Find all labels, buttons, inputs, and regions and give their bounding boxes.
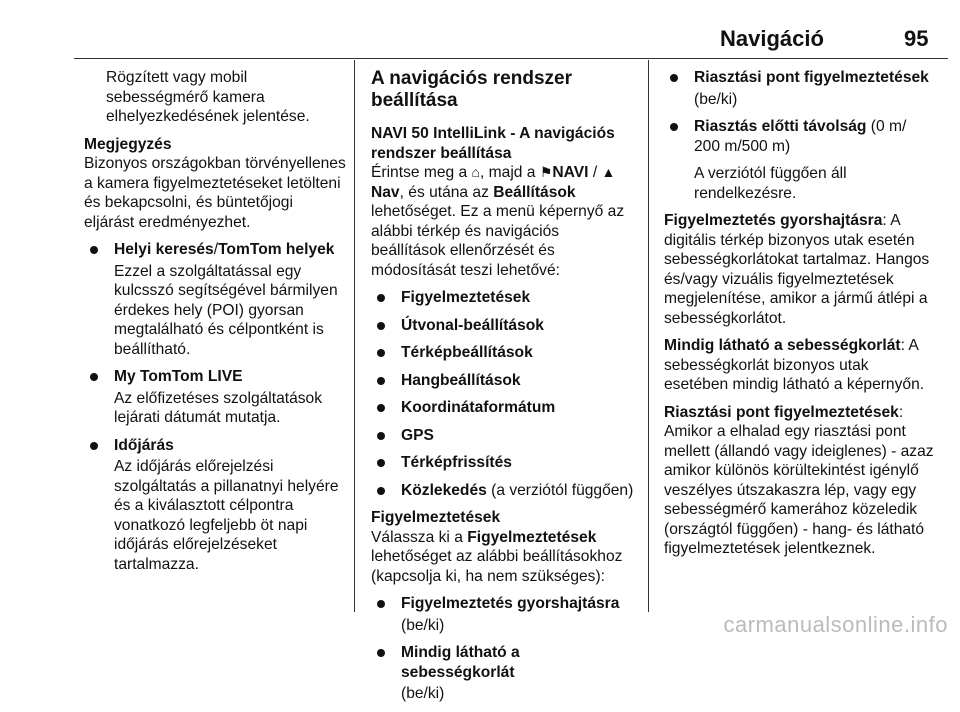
bullet-dot (90, 442, 98, 450)
bullet-title: Mindig látható a sebességkorlát (401, 644, 520, 681)
intro-text-2: , majd a (480, 164, 540, 181)
bullet-title: Időjárás (114, 436, 174, 454)
navigation-arrow-icon: ▲ (601, 164, 616, 180)
paragraph-title: Riasztási pont figyelmeztetések (664, 403, 899, 421)
column-divider-1 (354, 60, 355, 612)
note-block (84, 135, 346, 233)
speeding-warning-paragraph (664, 211, 936, 328)
column-1 (84, 68, 346, 582)
intro-text-3: , és utána az (399, 183, 494, 201)
home-icon: ⌂ (471, 164, 481, 180)
bullet-dot (377, 432, 385, 440)
bullet-title: My TomTom LIVE (114, 368, 243, 385)
bullet-dot (90, 373, 98, 381)
bullet-title: Riasztási pont figyelmeztetések (694, 69, 929, 86)
bullet-dot (377, 349, 385, 357)
list-item (371, 371, 637, 391)
bullet-local-search (84, 240, 346, 359)
warnings-text (371, 528, 637, 587)
bullet-dot (90, 246, 98, 254)
navi-label: NAVI (552, 164, 589, 181)
list-item-label: Koordinátaformátum (401, 399, 556, 416)
note-text: Bizonyos országokban törvényellenes a kamera figyelmeztetéseket letölteni és bekapcsolni, és büntetőjogi eljárást eredményezhet. (84, 155, 346, 231)
list-item-label: Figyelmeztetések (401, 289, 531, 306)
warnings-bold: Figyelmeztetések (467, 528, 597, 546)
bullet-title-separator: / (213, 241, 219, 258)
flag-icon: ⚑ (539, 164, 553, 180)
bullet-title: Helyi keresés (114, 241, 214, 258)
paragraph-text: : A sebességkorlát bizonyos utak esetében mindig látható a képernyőn. (664, 337, 925, 393)
header-divider (74, 58, 948, 59)
intro-text-1: Érintse meg a (371, 164, 472, 181)
bullet-text: Az időjárás előrejelzési szolgáltatás a pillanatnyi helyére és a kiválasztott célpontra vonatkozó legfeljebb öt napi időjárás előrejelzéseket tartalmazza. (114, 458, 339, 573)
bullet-dot (377, 322, 385, 330)
page-header (0, 0, 960, 60)
list-item (371, 453, 637, 473)
bullet-dot (377, 294, 385, 302)
continued-text: Rögzített vagy mobil sebességmérő kamera elhelyezkedésének jelentése. (106, 69, 310, 125)
paragraph-title: Mindig látható a sebességkorlát (664, 337, 901, 354)
intro-text-4: lehetőséget. Ez a menü képernyő az alábbi térkép és navigációs beállítások ellenőrzését és módosítását teszi lehetővé: (371, 203, 625, 279)
intro-paragraph (371, 163, 637, 280)
list-item-label: Útvonal-beállítások (401, 316, 544, 334)
paragraph-title: Figyelmeztetés gyorshajtásra (664, 212, 883, 229)
nav-label: Nav (371, 183, 400, 201)
list-item (371, 481, 637, 501)
paragraph-text: : A digitális térkép bizonyos utak esetén sebességkorlátokat tartalmaz. Hangos és/vagy vizuális figyelmeztetések megjelenítése, amikor a jármű átlépi a sebességkorlátot. (664, 212, 930, 327)
bullet-text: (be/ki) (401, 685, 445, 702)
warnings-block (371, 508, 637, 586)
list-item (371, 343, 637, 363)
column-3 (664, 68, 936, 567)
bullet-title: Figyelmeztetés gyorshajtásra (401, 595, 620, 612)
bullet-dot (377, 649, 385, 657)
bullet-dot (670, 123, 678, 131)
bullet-dot (377, 377, 385, 385)
bullet-dot (670, 74, 678, 82)
section-title: A navigációs rendszer beállítása (371, 68, 572, 111)
bullet-pre-alert-distance (664, 117, 936, 203)
bullet-title: Riasztás előtti távolság (694, 118, 867, 135)
list-item-label: GPS (401, 426, 434, 444)
bullet-speed-limit-visible (371, 643, 637, 704)
bullet-dot (377, 459, 385, 467)
alert-point-paragraph (664, 403, 936, 559)
bullet-dot (377, 600, 385, 608)
list-item (371, 398, 637, 418)
list-item-label: Térképbeállítások (401, 344, 533, 361)
subsection-title: NAVI 50 IntelliLink - A navigációs rendszer beállítása (371, 125, 615, 162)
bullet-speeding-warning (371, 594, 637, 635)
bullet-dot (377, 404, 385, 412)
bullet-text: (0 m/ 200 m/500 m) (694, 118, 907, 155)
list-item-label: Hangbeállítások (401, 371, 521, 389)
column-divider-2 (648, 60, 649, 612)
list-item (371, 426, 637, 446)
bullet-title-2: TomTom helyek (218, 241, 335, 258)
paragraph-text: : Amikor a elhalad egy riasztási pont mellett (állandó vagy ideiglenes) - azaz amikor különös körültekintést igénylő veszélyes útszakaszra lép, vagy egy sebességmérő kamerához közeledik (országtól függően) - hang- és látható figyelmeztetések jelentkeznek. (664, 403, 934, 557)
list-item-label: Közlekedés (401, 481, 487, 499)
warnings-text-2: lehetőséget az alábbi beállításokhoz (kapcsolja ki, ha nem szükséges): (371, 548, 623, 585)
intro-separator: / (588, 164, 602, 181)
page-number: 95 (904, 26, 929, 51)
bullet-text: Ezzel a szolgáltatással egy kulcsszó segítségével bármilyen érdekes hely (POI) gyorsan megtalálható és célpontként is beállítható. (114, 262, 338, 358)
bullet-text: Az előfizetéses szolgáltatások lejárati dátumát mutatja. (114, 389, 323, 426)
warnings-title: Figyelmeztetések (371, 509, 501, 526)
bullet-alert-point-warnings (664, 68, 936, 109)
list-item (371, 316, 637, 336)
speed-limit-paragraph (664, 336, 936, 395)
list-item-label: Térképfrissítés (401, 454, 512, 471)
page-title: Navigáció (720, 26, 824, 51)
warnings-text-1: Válassza ki a (371, 528, 468, 546)
watermark: carmanualsonline.info (723, 612, 948, 637)
bullet-my-tomtom-live (84, 367, 346, 428)
bullet-note: A verziótól függően áll rendelkezésre. (694, 165, 847, 202)
list-item-suffix: (a verziótól függően) (486, 481, 634, 499)
bullet-weather (84, 436, 346, 575)
list-item (371, 288, 637, 308)
settings-label: Beállítások (493, 183, 576, 201)
bullet-text: (be/ki) (401, 616, 445, 634)
bullet-dot (377, 487, 385, 495)
note-title: Megjegyzés (84, 135, 172, 153)
bullet-text: (be/ki) (694, 90, 738, 108)
column-2 (371, 68, 637, 712)
